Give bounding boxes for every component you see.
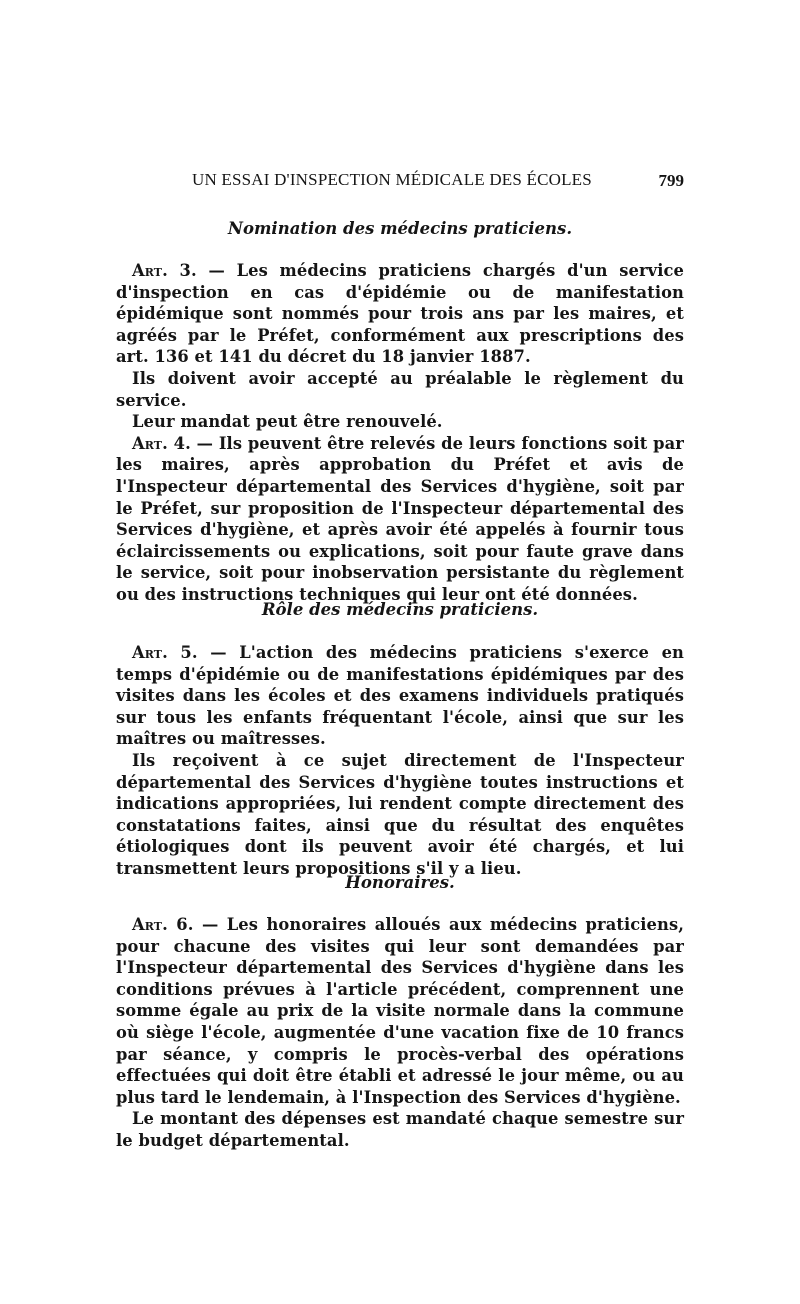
article-3: [116, 260, 684, 368]
article-label: Art. 3.: [132, 261, 197, 280]
section-body-role: [116, 642, 684, 880]
section-heading-honoraires: Honoraires.: [345, 873, 455, 892]
section-body-honoraires: [116, 914, 684, 1152]
running-title: UN ESSAI D'INSPECTION MÉDICALE DES ÉCOLES: [192, 170, 592, 189]
section-body-nomination: [116, 260, 684, 606]
paragraph-text: Le montant des dépenses est mandaté chaque semestre sur le budget départemental.: [116, 1109, 684, 1150]
article-5: [116, 642, 684, 750]
article-text: — Ils peuvent être relevés de leurs fonctions soit par les maires, après approbation du Préfet et avis de l'Inspecteur départemental des Services d'hygiène, soit par le Préfet, sur proposition de l'Inspecteur départemental des Services d'hygiène, et après avoir été appelés à fournir tous éclaircissements ou explications, soit pour faute grave dans le service, soit pour inobservation persistante du règlement ou des instructions techniques qui leur ont été données.: [116, 433, 684, 604]
article-4: [116, 433, 684, 606]
paragraph-text: Leur mandat peut être renouvelé.: [132, 412, 443, 432]
article-text: — L'action des médecins praticiens s'exerce en temps d'épidémie ou de manifestations épidémiques par des visites dans les écoles et des examens individuels pratiqués sur tous les enfants fréquentant l'école, ainsi que sur les maîtres ou maîtresses.: [116, 643, 684, 749]
paragraph: [116, 411, 684, 433]
article-text: — Les honoraires alloués aux médecins praticiens, pour chacune des visites qui leur sont demandées par l'Inspecteur départemental des Services d'hygiène dans les conditions prévues à l'article précédent, comprennent une somme égale au prix de la visite normale dans la commune où siège l'école, augmentée d'une vacation fixe de 10 francs par séance, y compris le procès-verbal des opérations effectuées qui doit être établi et adressé le jour même, ou au plus tard le lendemain, à l'Inspection des Services d'hygiène.: [116, 915, 684, 1107]
page-number: 799: [658, 171, 684, 190]
section-heading-nomination: Nomination des médecins praticiens.: [227, 219, 573, 238]
article-label: Art. 5.: [132, 643, 198, 662]
section-heading-role: Rôle des médecins praticiens.: [261, 600, 539, 619]
article-label: Art. 6.: [132, 915, 194, 934]
article-label: Art. 4.: [132, 433, 191, 453]
paragraph-text: Ils doivent avoir accepté au préalable le règlement du service.: [116, 368, 684, 410]
running-head: [118, 170, 684, 192]
paragraph-text: Ils reçoivent à ce sujet directement de l'Inspecteur départemental des Services d'hygiène toutes instructions et indications appropriées, lui rendent compte directement des constatations faites, ainsi que du résultat des enquêtes étiologiques dont ils peuvent avoir été chargés, et lui transmettent leurs propositions s'il y a lieu.: [116, 750, 684, 878]
article-text: — Les médecins praticiens chargés d'un service d'inspection en cas d'épidémie ou de manifestation épidémique sont nommés pour trois ans par les maires, et agréés par le Préfet, conformément aux prescriptions des art. 136 et 141 du décret du 18 janvier 1887.: [116, 261, 684, 367]
paragraph: [116, 750, 684, 880]
paragraph: [116, 368, 684, 411]
article-6: [116, 914, 684, 1108]
paragraph: [116, 1108, 684, 1151]
